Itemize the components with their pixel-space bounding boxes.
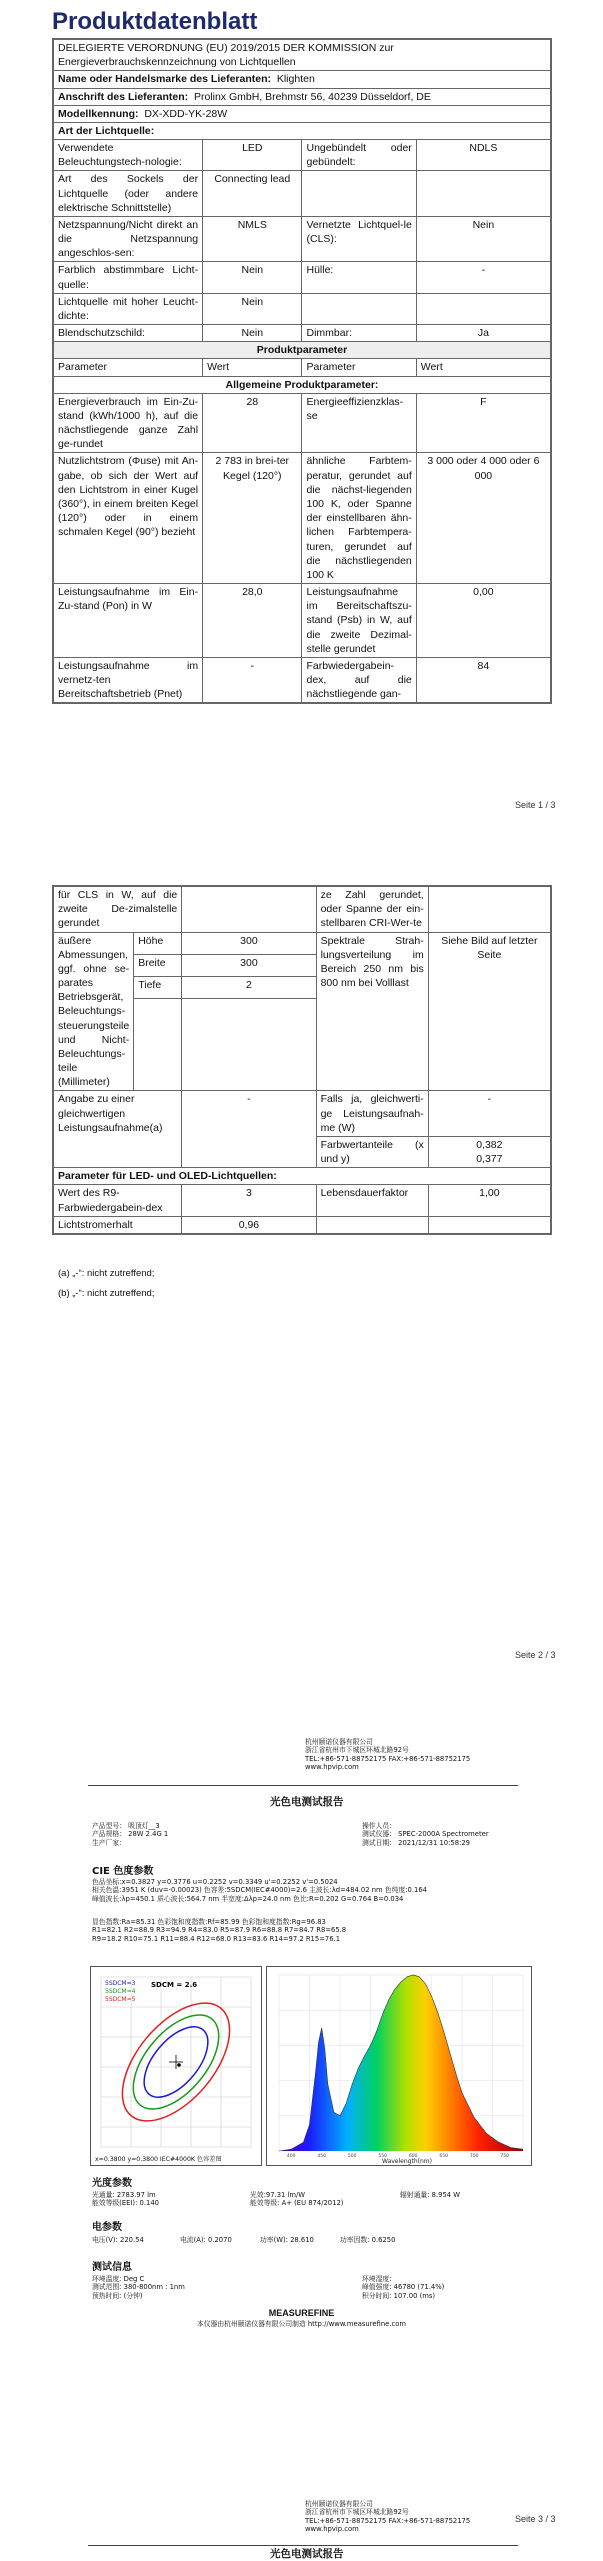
dim-label: Höhe <box>134 932 182 954</box>
photometric-col3: 辐射通量: 8.954 W <box>400 2191 460 2199</box>
param-value: Connecting lead <box>203 171 302 217</box>
photometric-col2: 光效:97.31 lm/W 能效等级: A+ (EU 874/2012) <box>250 2191 344 2208</box>
page-number: Seite 1 / 3 <box>515 800 556 810</box>
param-value: 3 000 oder 4 000 oder 6 000 <box>416 453 550 584</box>
param-value: Ja <box>416 325 550 342</box>
footnote-b: (b) „-“: nicht zutreffend; <box>58 1288 155 1299</box>
param-value: 0,00 <box>416 584 550 658</box>
spectrum-tick-label: 750 <box>500 2154 509 2159</box>
supplier-name-row: Name oder Handelsmarke des Lieferanten: Klighten <box>54 71 551 88</box>
dim-value: 2 <box>182 977 316 999</box>
product-params-header: Produktparameter <box>54 342 551 359</box>
param-value: NDLS <box>416 140 550 171</box>
footer-line: 本仪器由杭州颐诺仪器有限公司制造 http://www.measurefine.com <box>196 2320 407 2328</box>
dim-label: Breite <box>134 954 182 976</box>
spectrum-tick-label: 500 <box>347 2154 357 2159</box>
param-label: Vernetzte Lichtquel-le (CLS): <box>302 216 416 262</box>
ellipse-legend-4: 5SDCM=4 <box>105 1988 136 1995</box>
supplier-address-row: Anschrift des Lieferanten: Prolinx GmbH, Brehmstr 56, 40239 Düsseldorf, DE <box>54 88 551 105</box>
param-value: NMLS <box>203 216 302 262</box>
spectrum-tick-label: 700 <box>469 2154 479 2159</box>
dim-label: Tiefe <box>134 977 182 999</box>
sdcm-ellipse-svg <box>91 1967 261 2153</box>
cri-params: 显色指数:Ra=85.31 色彩饱和度指数:Rf=85.99 色彩饱和度指数:Rg=96.83 R1=82.1 R2=88.9 R3=94.9 R4=83.0 R5=87.9 R6=88.8 R7=84.7 R8=65.8 R9=18.2 R10=75.1 R11=88.4 R12=68.0 R13=83.6 R14=97.2 R15=76.1 <box>92 1918 347 1943</box>
sdcm-ellipse-chart <box>90 1966 262 2166</box>
param-value: 3 <box>182 1185 316 1216</box>
spectrum-area <box>279 1975 523 2151</box>
param-label: Farbwertanteile (x und y) <box>316 1136 428 1167</box>
page-number: Seite 2 / 3 <box>515 1650 556 1660</box>
ellipse-legend-3: 5SDCM=3 <box>105 1980 136 1987</box>
param-value: - <box>416 262 550 293</box>
page-number: Seite 3 / 3 <box>515 2514 556 2524</box>
param-label: Angabe zu einer gleichwertigen Leistungsaufnahme(a) <box>54 1091 182 1168</box>
param-value: 2 783 in brei-ter Kegel (120°) <box>203 453 302 584</box>
photometric-col1: 光通量: 2783.97 lm 能效等级(EEI): 0.140 <box>92 2191 159 2208</box>
spectrum-xlabel: Wavelength(nm) <box>382 2158 432 2165</box>
spectrum-tick-label: 650 <box>439 2154 448 2159</box>
param-label: Leistungsaufnahme im Bereitschaftszu-stand (Psb) in W, auf die zweite Dezimal-stelle gerundet <box>302 584 416 658</box>
type-header: Art der Lichtquelle: <box>54 122 551 139</box>
param-label: Leistungsaufnahme im vernetz-ten Bereitschaftsbetrieb (Pnet) <box>54 657 203 703</box>
measured-point <box>177 2063 181 2067</box>
page-title: Produktdatenblatt <box>52 8 258 35</box>
dimensions-label: äußere Abmessungen, ggf. ohne se-parates Betriebsgerät, Beleuchtungs-steuerungsteile und Nicht-Beleuchtungs-teile (Millimeter) <box>54 932 134 1091</box>
param-value: Nein <box>203 293 302 324</box>
column-header: Wert <box>416 359 550 376</box>
column-header: Parameter <box>302 359 416 376</box>
elec-power: 功率(W): 28.610 <box>260 2236 314 2244</box>
param-label: Ungebündelt oder gebündelt: <box>302 140 416 171</box>
param-value: 1,00 <box>428 1185 550 1216</box>
test-info-right: 环境湿度: 峰值强度: 46780 (71.4%) 积分时间: 107.00 (ms) <box>362 2275 445 2300</box>
regulation-text: DELEGIERTE VERORDNUNG (EU) 2019/2015 DER KOMMISSION zur Energieverbrauchskennzeichnung von Lichtquellen <box>54 40 551 71</box>
param-label: Netzspannung/Nicht direkt an die Netzspannung angeschlos-sen: <box>54 216 203 262</box>
spectrum-tick-label: 450 <box>317 2154 326 2159</box>
elec-pf: 功率因数: 0.6250 <box>340 2236 396 2244</box>
param-label: Lichtstromerhalt <box>54 1216 182 1233</box>
param-label: Verwendete Beleuchtungstech-nologie: <box>54 140 203 171</box>
elec-current: 电流(A): 0.2070 <box>180 2236 232 2244</box>
param-label: Energieeffizienzklas-se <box>302 393 416 453</box>
report-title: 光色电测试报告 <box>270 1796 344 1808</box>
param-label: ze Zahl gerundet, oder Spanne der ein-stellbaren CRI-Wer-te <box>316 887 428 933</box>
spectrum-tick-label: 600 <box>408 2154 418 2159</box>
header-rule <box>88 1785 518 1786</box>
param-label: Spektrale Strah-lungsverteilung im Bereich 250 nm bis 800 nm bei Volllast <box>316 932 428 1091</box>
param-value: Siehe Bild auf letzter Seite <box>428 932 550 1091</box>
general-params-header: Allgemeine Produktparameter: <box>54 376 551 393</box>
param-label: Blendschutzschild: <box>54 325 203 342</box>
param-value: 84 <box>416 657 550 703</box>
datasheet-table-page1 <box>52 38 552 704</box>
spectrum-tick-label: 550 <box>378 2154 387 2159</box>
test-info-header: 操作人员： 测试仪器： SPEC-2000A Spectrometer 测试日期： 2021/12/31 10:58:29 <box>362 1822 489 1847</box>
param-value: - <box>428 1091 550 1137</box>
led-params-header: Parameter für LED- und OLED-Lichtquellen: <box>54 1168 551 1185</box>
param-value: - <box>203 657 302 703</box>
datasheet-table-page2 <box>52 885 552 1235</box>
cie-section-title: CIE 色度参数 <box>92 1866 154 1877</box>
dim-value: 300 <box>182 932 316 954</box>
company-info-2: 杭州颐诺仪器有限公司 浙江省杭州市下城区环城北路92号 TEL:+86-571-88752175 FAX:+86-571-88752175 www.hpvip.com <box>305 2500 471 2534</box>
param-value: Nein <box>203 262 302 293</box>
sdcm-tag: SDCM = 2.6 <box>151 1981 198 1989</box>
param-label: Falls ja, gleichwerti-ge Leistungsaufnah-me (W) <box>316 1091 428 1137</box>
param-value: 0,96 <box>182 1216 316 1233</box>
param-label: ähnliche Farbtem-peratur, gerundet auf die nächst-liegenden 100 K, oder Spanne der einstellbaren ähn-lichen Farbtempera-turen, gerundet auf die nächstliegenden 100 K <box>302 453 416 584</box>
footnote-a: (a) „-“: nicht zutreffend; <box>58 1268 155 1279</box>
report-title-2: 光色电测试报告 <box>270 2548 344 2560</box>
spectrum-chart <box>266 1966 532 2166</box>
footer-brand: MEASUREFINE <box>268 2308 335 2318</box>
param-value: Nein <box>416 216 550 262</box>
param-label: Farbwiedergabein-dex, auf die nächstliegende gan- <box>302 657 416 703</box>
param-label: Wert des R9-Farbwiedergabein-dex <box>54 1185 182 1216</box>
param-value: - <box>182 1091 316 1168</box>
elec-voltage: 电压(V): 220.54 <box>92 2236 144 2244</box>
model-row: Modellkennung: DX-XDD-YK-28W <box>54 105 551 122</box>
param-value: 28 <box>203 393 302 453</box>
spectrum-svg <box>267 1967 531 2165</box>
test-info-left: 环境温度: Deg C 测试范围: 380-800nm : 1nm 预热时间: (分钟) <box>92 2275 185 2300</box>
param-label: Farblich abstimmbare Licht-quelle: <box>54 262 203 293</box>
param-value: LED <box>203 140 302 171</box>
ellipse-caption: x=0.3800 y=0.3800 IEC#4000K 色容差图 <box>95 2156 222 2163</box>
param-label: Energieverbrauch im Ein-Zu-stand (kWh/1000 h), auf die nächstliegende ganze Zahl ge-rundet <box>54 393 203 453</box>
param-label: Leistungsaufnahme im Ein-Zu-stand (Pon) in W <box>54 584 203 658</box>
column-header: Wert <box>203 359 302 376</box>
param-value: F <box>416 393 550 453</box>
param-value: 0,382 0,377 <box>428 1136 550 1167</box>
param-value: 28,0 <box>203 584 302 658</box>
cie-params: 色品坐标:x=0.3827 y=0.3776 u=0.2252 v=0.3349 u'=0.2252 v'=0.5024 相关色温:3951 K (duv=-0.00023) 色容差:5SDCM(IEC#4000)=2.6 主波长:λd=484.02 nm 色纯度:0.164 峰值波长:λp=450.1 质心波长:564.7 nm 半宽度:Δλp=24.0 nm 色比:R=0.202 G=0.764 B=0.034 <box>92 1878 427 1903</box>
ellipse-legend-5: 5SDCM=5 <box>105 1996 136 2003</box>
dim-value: 300 <box>182 954 316 976</box>
test-section-title: 测试信息 <box>92 2262 132 2273</box>
param-label: Nutzlichtstrom (Φuse) mit An-gabe, ob sich der Wert auf den Lichtstrom in einer Kugel (360°), in einem breiten Kegel (120°) oder in einem schmalen Kegel (90°) bezieht <box>54 453 203 584</box>
electrical-title: 电参数 <box>92 2222 122 2233</box>
param-value: Nein <box>203 325 302 342</box>
product-info: 产品型号： 吸顶灯__3 产品规格： 28W 2.4G 1 生产厂家： <box>92 1822 169 1847</box>
param-label: Lichtquelle mit hoher Leucht-dichte: <box>54 293 203 324</box>
param-label: für CLS in W, auf die zweite De-zimalstelle gerundet <box>54 887 182 933</box>
param-label: Dimmbar: <box>302 325 416 342</box>
company-info: 杭州颐诺仪器有限公司 浙江省杭州市下城区环城北路92号 TEL:+86-571-88752175 FAX:+86-571-88752175 www.hpvip.com <box>305 1738 471 1772</box>
photometric-title: 光度参数 <box>92 2178 132 2189</box>
param-label: Art des Sockels der Lichtquelle (oder andere elektrische Schnittstelle) <box>54 171 203 217</box>
column-header: Parameter <box>54 359 203 376</box>
spectrum-tick-label: 400 <box>286 2154 296 2159</box>
param-label: Hülle: <box>302 262 416 293</box>
param-label: Lebensdauerfaktor <box>316 1185 428 1216</box>
